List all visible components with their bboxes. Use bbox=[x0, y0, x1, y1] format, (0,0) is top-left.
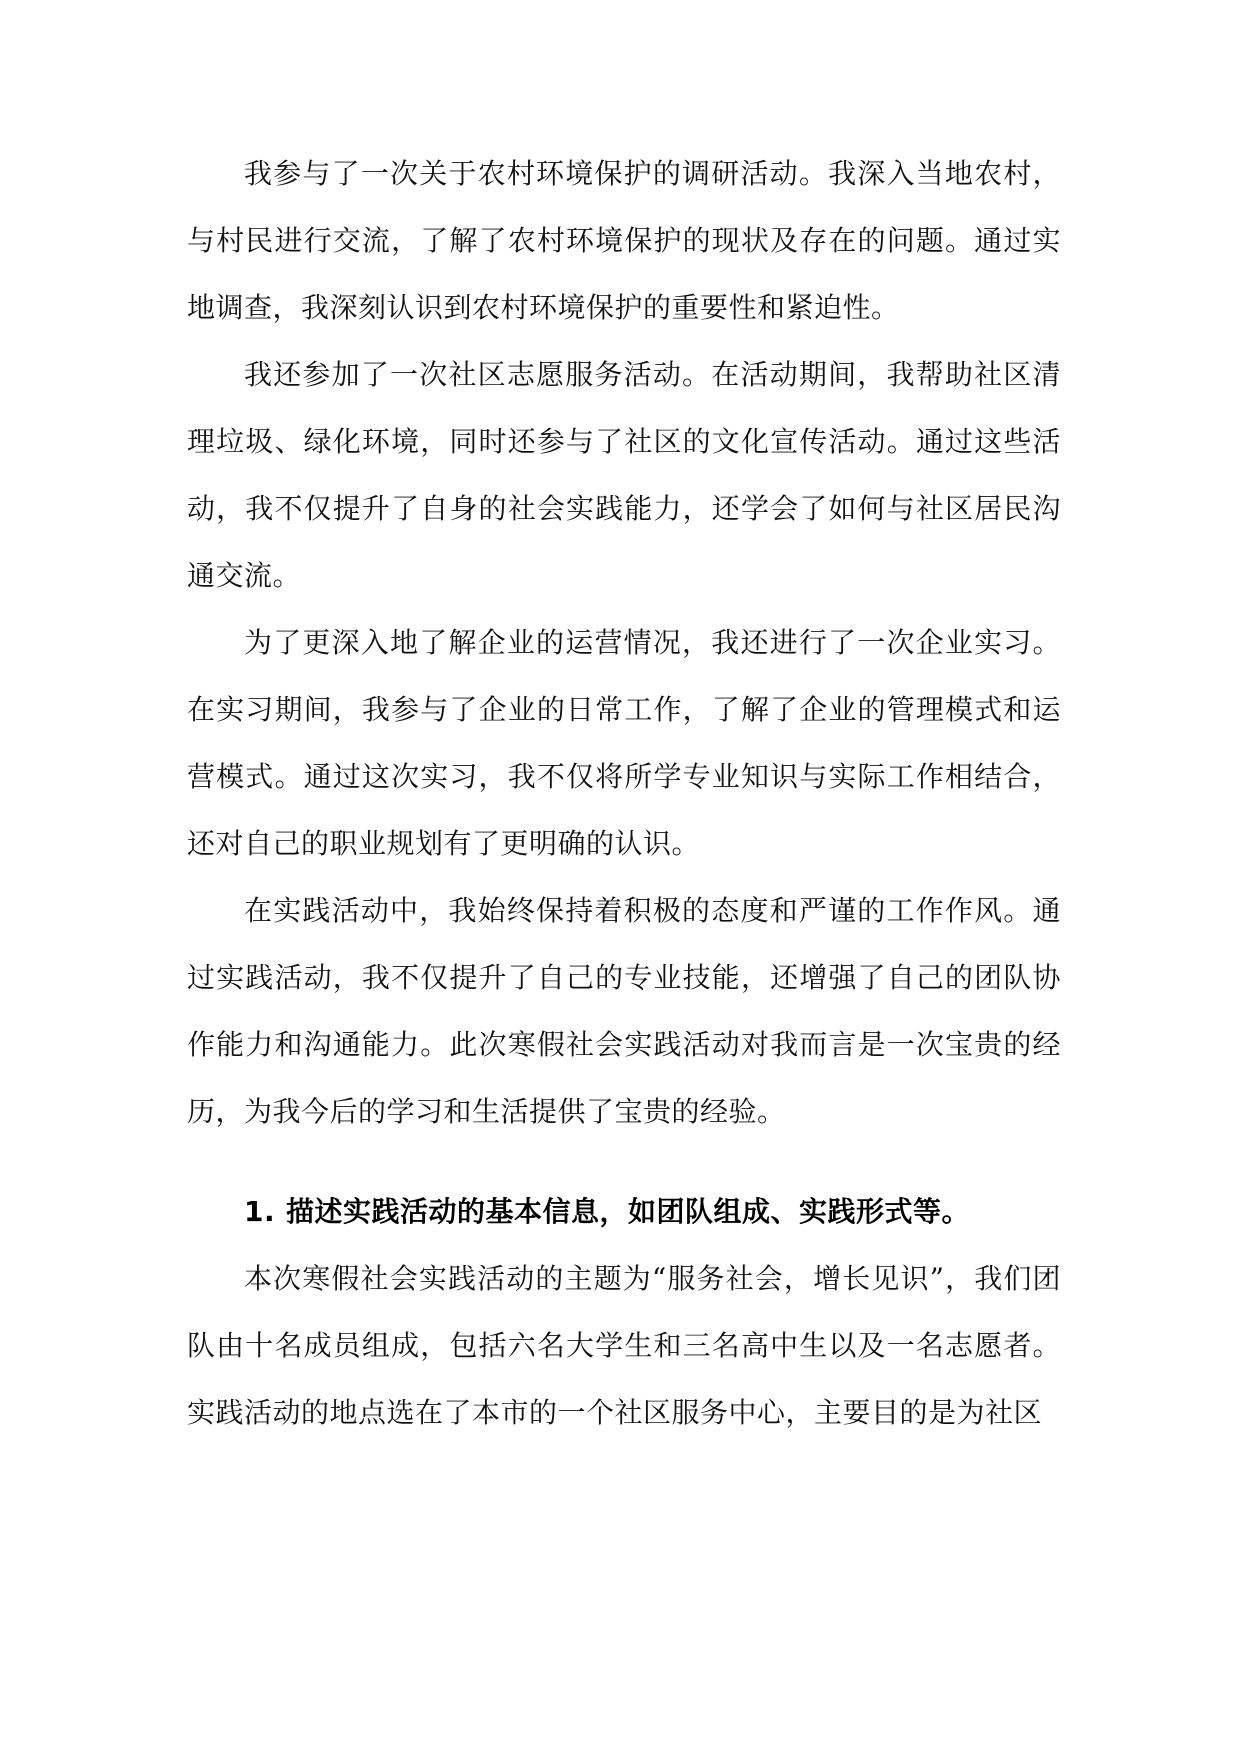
paragraph-enterprise-internship: 为了更深入地了解企业的运营情况，我还进行了一次企业实习。在实习期间，我参与了企业的日常工作，了解了企业的管理模式和运营模式。通过这次实习，我不仅将所学专业知识与实际工作相结合，还对自己的职业规划有了更明确的认识。 bbox=[187, 626, 1061, 860]
paragraph-practice-summary: 在实践活动中，我始终保持着积极的态度和严谨的工作作风。通过实践活动，我不仅提升了自己的专业技能，还增强了自己的团队协作能力和沟通能力。此次寒假社会实践活动对我而言是一次宝贵的经历，为我今后的学习和生活提供了宝贵的经验。 bbox=[187, 894, 1061, 1128]
paragraph-rural-environment-survey: 我参与了一次关于农村环境保护的调研活动。我深入当地农村，与村民进行交流，了解了农村环境保护的现状及存在的问题。通过实地调查，我深刻认识到农村环境保护的重要性和紧迫性。 bbox=[187, 157, 1061, 324]
document-body bbox=[187, 140, 1061, 1446]
section-heading-text: 描述实践活动的基本信息，如团队组成、实践形式等。 bbox=[286, 1195, 971, 1228]
section-heading bbox=[187, 1178, 1061, 1245]
paragraph-community-volunteer: 我还参加了一次社区志愿服务活动。在活动期间，我帮助社区清理垃圾、绿化环境，同时还参与了社区的文化宣传活动。通过这些活动，我不仅提升了自身的社会实践能力，还学会了如何与社区居民沟通交流。 bbox=[187, 358, 1061, 592]
paragraph-activity-basic-info: 本次寒假社会实践活动的主题为“服务社会，增长见识”，我们团队由十名成员组成，包括六名大学生和三名高中生以及一名志愿者。实践活动的地点选在了本市的一个社区服务中心，主要目的是为社区 bbox=[187, 1262, 1061, 1429]
section-heading-number: 1. bbox=[244, 1195, 276, 1228]
